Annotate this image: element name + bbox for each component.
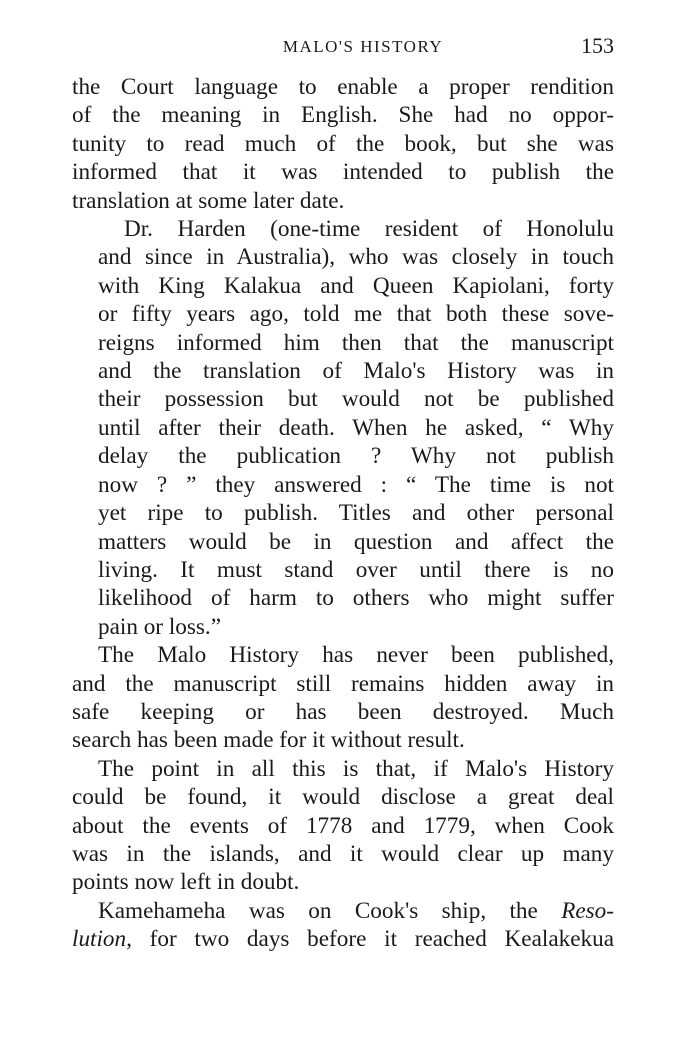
text-line: and the translation of Malo's History was in [98,358,614,385]
book-page [72,33,614,954]
text-line: and the manuscript still remains hidden away in [72,670,614,697]
text-line: tunity to read much of the book, but she was [72,130,614,157]
text-line: delay the publication ? Why not publish [98,443,614,470]
text-line: with King Kalakua and Queen Kapiolani, forty [98,272,614,299]
text-line: translation at some later date. [72,187,345,214]
italic-ship-name: Reso- [561,897,614,924]
text-line [72,897,614,925]
text-line: and since in Australia), who was closely in touch [98,244,614,271]
text-line: was in the islands, and it would clear up many [72,840,614,867]
text-line: The Malo History has never been published, [98,642,614,669]
text-run: for two days before it reached Kealakekua [131,926,614,953]
text-line: or fifty years ago, told me that both these sove- [98,301,614,328]
text-line: Dr. Harden (one-time resident of Honolulu [124,216,614,243]
text-line: of the meaning in English. She had no oppor- [72,102,614,129]
text-line: until after their death. When he asked, “ Why [98,414,614,441]
text-line: now ? ” they answered : “ The time is not [98,471,614,498]
text-line: matters would be in question and affect the [98,528,614,555]
text-line: yet ripe to publish. Titles and other personal [98,500,614,527]
text-line: informed that it was intended to publish the [72,159,614,186]
text-line: living. It must stand over until there is no [98,556,614,583]
text-line: their possession but would not be published [98,386,614,413]
italic-ship-name: lution, [72,926,132,953]
text-line: could be found, it would disclose a great deal [72,784,614,811]
text-line: pain or loss.” [98,613,222,640]
running-head [72,33,614,63]
text-run: Kamehameha was on Cook's ship, the [98,897,562,924]
paragraph [72,641,614,755]
text-line: likelihood of harm to others who might suffer [98,585,614,612]
body-text [72,73,614,954]
running-title: MALO'S HISTORY [282,37,444,56]
text-line [72,925,614,953]
text-line: search has been made for it without result. [72,727,465,754]
text-line: about the events of 1778 and 1779, when Cook [72,812,614,839]
paragraph [72,897,614,954]
text-line: The point in all this is that, if Malo's History [98,755,614,782]
paragraph [72,755,614,897]
page-number: 153 [581,33,614,58]
text-line: the Court language to enable a proper rendition [72,74,614,100]
text-line: reigns informed him then that the manuscript [98,329,614,356]
text-line: safe keeping or has been destroyed. Much [72,698,614,725]
paragraph [72,73,614,215]
paragraph [72,215,614,641]
text-line: points now left in doubt. [72,869,300,896]
